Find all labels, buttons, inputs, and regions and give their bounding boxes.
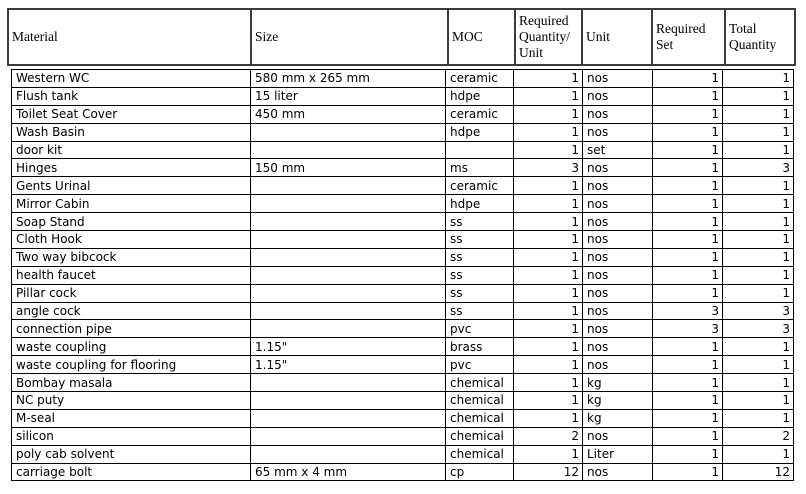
cell-qty: 1 (514, 356, 583, 374)
cell-qty: 1 (514, 195, 583, 213)
cell-unit: nos (583, 427, 653, 445)
cell-total: 1 (723, 177, 794, 195)
cell-material: Pillar cock (12, 284, 251, 302)
cell-total: 1 (723, 87, 794, 105)
cell-material: NC puty (12, 392, 251, 410)
cell-material: waste coupling (12, 338, 251, 356)
cell-unit: nos (583, 284, 653, 302)
cell-set: 1 (653, 427, 723, 445)
cell-total: 1 (723, 105, 794, 123)
cell-set: 1 (653, 266, 723, 284)
cell-qty: 1 (514, 87, 583, 105)
cell-unit: set (583, 141, 653, 159)
table-row (12, 70, 794, 88)
cell-qty: 1 (514, 338, 583, 356)
cell-size: 580 mm x 265 mm (251, 70, 446, 88)
cell-qty: 1 (514, 445, 583, 463)
cell-moc: brass (446, 338, 514, 356)
cell-unit: nos (583, 231, 653, 249)
cell-total: 3 (723, 320, 794, 338)
cell-qty: 2 (514, 427, 583, 445)
cell-moc: hdpe (446, 87, 514, 105)
cell-set: 1 (653, 445, 723, 463)
cell-size: 65 mm x 4 mm (251, 463, 446, 481)
cell-unit: nos (583, 195, 653, 213)
cell-size (251, 195, 446, 213)
table-row (12, 392, 794, 410)
cell-set: 1 (653, 141, 723, 159)
cell-set: 1 (653, 195, 723, 213)
cell-unit: Liter (583, 445, 653, 463)
cell-total: 1 (723, 284, 794, 302)
cell-material: poly cab solvent (12, 445, 251, 463)
cell-total: 3 (723, 302, 794, 320)
cell-material: Soap Stand (12, 213, 251, 231)
cell-qty: 1 (514, 266, 583, 284)
cell-set: 1 (653, 159, 723, 177)
cell-qty: 3 (514, 159, 583, 177)
cell-moc: chemical (446, 392, 514, 410)
cell-set: 1 (653, 374, 723, 392)
cell-set: 1 (653, 409, 723, 427)
table-row (12, 141, 794, 159)
cell-moc: ms (446, 159, 514, 177)
cell-material: health faucet (12, 266, 251, 284)
table-row (12, 105, 794, 123)
column-header-size: Size (251, 9, 448, 65)
cell-unit: nos (583, 463, 653, 481)
cell-qty: 1 (514, 231, 583, 249)
cell-material: connection pipe (12, 320, 251, 338)
cell-total: 1 (723, 338, 794, 356)
cell-moc: hdpe (446, 195, 514, 213)
cell-set: 1 (653, 177, 723, 195)
cell-qty: 1 (514, 105, 583, 123)
cell-size (251, 231, 446, 249)
cell-material: Cloth Hook (12, 231, 251, 249)
cell-total: 1 (723, 356, 794, 374)
table-row (12, 356, 794, 374)
cell-unit: nos (583, 213, 653, 231)
cell-unit: nos (583, 320, 653, 338)
header-row (8, 9, 795, 65)
cell-unit: kg (583, 409, 653, 427)
cell-unit: nos (583, 159, 653, 177)
cell-qty: 1 (514, 141, 583, 159)
cell-qty: 1 (514, 123, 583, 141)
cell-total: 1 (723, 231, 794, 249)
cell-moc: ceramic (446, 70, 514, 88)
cell-unit: nos (583, 266, 653, 284)
cell-size (251, 302, 446, 320)
cell-qty: 1 (514, 248, 583, 266)
table-row (12, 284, 794, 302)
cell-qty: 1 (514, 177, 583, 195)
column-header-material: Material (8, 9, 251, 65)
cell-qty: 12 (514, 463, 583, 481)
cell-total: 1 (723, 195, 794, 213)
table-row (12, 338, 794, 356)
cell-material: waste coupling for flooring (12, 356, 251, 374)
cell-material: Gents Urinal (12, 177, 251, 195)
table-row (12, 302, 794, 320)
table-row (12, 195, 794, 213)
cell-moc (446, 141, 514, 159)
table-row (12, 374, 794, 392)
cell-moc: ss (446, 266, 514, 284)
cell-moc: ss (446, 231, 514, 249)
table-row (12, 463, 794, 481)
cell-set: 1 (653, 248, 723, 266)
column-header-unit: Unit (582, 9, 652, 65)
cell-unit: kg (583, 374, 653, 392)
cell-set: 3 (653, 320, 723, 338)
cell-total: 1 (723, 70, 794, 88)
cell-moc: hdpe (446, 123, 514, 141)
cell-material: Two way bibcock (12, 248, 251, 266)
cell-total: 1 (723, 409, 794, 427)
cell-unit: nos (583, 338, 653, 356)
cell-qty: 1 (514, 409, 583, 427)
cell-set: 1 (653, 231, 723, 249)
column-header-required-set: Required Set (652, 9, 725, 65)
materials-table-body (11, 69, 794, 481)
cell-moc: pvc (446, 320, 514, 338)
cell-set: 1 (653, 70, 723, 88)
cell-size: 1.15" (251, 356, 446, 374)
table-row (12, 123, 794, 141)
cell-size (251, 141, 446, 159)
table-row (12, 427, 794, 445)
cell-size (251, 123, 446, 141)
cell-moc: ceramic (446, 177, 514, 195)
cell-total: 1 (723, 374, 794, 392)
cell-size (251, 266, 446, 284)
cell-size (251, 213, 446, 231)
cell-material: Bombay masala (12, 374, 251, 392)
cell-total: 1 (723, 445, 794, 463)
cell-set: 1 (653, 213, 723, 231)
cell-set: 3 (653, 302, 723, 320)
cell-set: 1 (653, 356, 723, 374)
cell-set: 1 (653, 105, 723, 123)
cell-moc: chemical (446, 427, 514, 445)
cell-set: 1 (653, 338, 723, 356)
cell-total: 1 (723, 123, 794, 141)
cell-total: 1 (723, 248, 794, 266)
column-header-total-quantity: Total Quantity (725, 9, 795, 65)
cell-unit: nos (583, 356, 653, 374)
cell-set: 1 (653, 284, 723, 302)
cell-material: carriage bolt (12, 463, 251, 481)
cell-moc: cp (446, 463, 514, 481)
cell-moc: ss (446, 302, 514, 320)
cell-material: Mirror Cabin (12, 195, 251, 213)
cell-unit: nos (583, 87, 653, 105)
cell-material: Hinges (12, 159, 251, 177)
cell-material: angle cock (12, 302, 251, 320)
cell-set: 1 (653, 463, 723, 481)
cell-total: 1 (723, 266, 794, 284)
cell-size: 1.15" (251, 338, 446, 356)
cell-qty: 1 (514, 302, 583, 320)
cell-size (251, 409, 446, 427)
cell-material: Flush tank (12, 87, 251, 105)
cell-qty: 1 (514, 392, 583, 410)
cell-size: 450 mm (251, 105, 446, 123)
cell-unit: kg (583, 392, 653, 410)
cell-total: 12 (723, 463, 794, 481)
cell-set: 1 (653, 123, 723, 141)
table-row (12, 320, 794, 338)
cell-unit: nos (583, 70, 653, 88)
table-row (12, 231, 794, 249)
cell-size (251, 320, 446, 338)
cell-total: 2 (723, 427, 794, 445)
table-row (12, 87, 794, 105)
cell-material: Wash Basin (12, 123, 251, 141)
cell-size: 15 liter (251, 87, 446, 105)
table-row (12, 266, 794, 284)
cell-total: 1 (723, 392, 794, 410)
cell-qty: 1 (514, 374, 583, 392)
document-page (0, 8, 806, 494)
cell-size (251, 284, 446, 302)
cell-moc: ss (446, 213, 514, 231)
column-header-moc: MOC (448, 9, 515, 65)
table-row (12, 177, 794, 195)
cell-moc: chemical (446, 374, 514, 392)
cell-size (251, 248, 446, 266)
cell-set: 1 (653, 392, 723, 410)
table-row (12, 409, 794, 427)
cell-set: 1 (653, 87, 723, 105)
table-row (12, 445, 794, 463)
cell-material: Toilet Seat Cover (12, 105, 251, 123)
cell-size (251, 374, 446, 392)
cell-unit: nos (583, 302, 653, 320)
cell-size: 150 mm (251, 159, 446, 177)
table-row (12, 248, 794, 266)
cell-size (251, 392, 446, 410)
cell-unit: nos (583, 248, 653, 266)
cell-unit: nos (583, 177, 653, 195)
table-row (12, 213, 794, 231)
cell-moc: pvc (446, 356, 514, 374)
cell-unit: nos (583, 105, 653, 123)
cell-material: Western WC (12, 70, 251, 88)
cell-total: 3 (723, 159, 794, 177)
cell-material: silicon (12, 427, 251, 445)
cell-moc: ss (446, 248, 514, 266)
cell-size (251, 427, 446, 445)
cell-moc: ss (446, 284, 514, 302)
cell-qty: 1 (514, 320, 583, 338)
cell-qty: 1 (514, 213, 583, 231)
cell-unit: nos (583, 123, 653, 141)
cell-qty: 1 (514, 70, 583, 88)
cell-qty: 1 (514, 284, 583, 302)
materials-table-header (7, 8, 796, 66)
column-header-required-quantity-per-unit: Required Quantity/Unit (515, 9, 582, 65)
cell-size (251, 445, 446, 463)
cell-moc: chemical (446, 445, 514, 463)
cell-moc: ceramic (446, 105, 514, 123)
cell-material: M-seal (12, 409, 251, 427)
cell-total: 1 (723, 213, 794, 231)
cell-size (251, 177, 446, 195)
cell-material: door kit (12, 141, 251, 159)
table-row (12, 159, 794, 177)
cell-moc: chemical (446, 409, 514, 427)
cell-total: 1 (723, 141, 794, 159)
